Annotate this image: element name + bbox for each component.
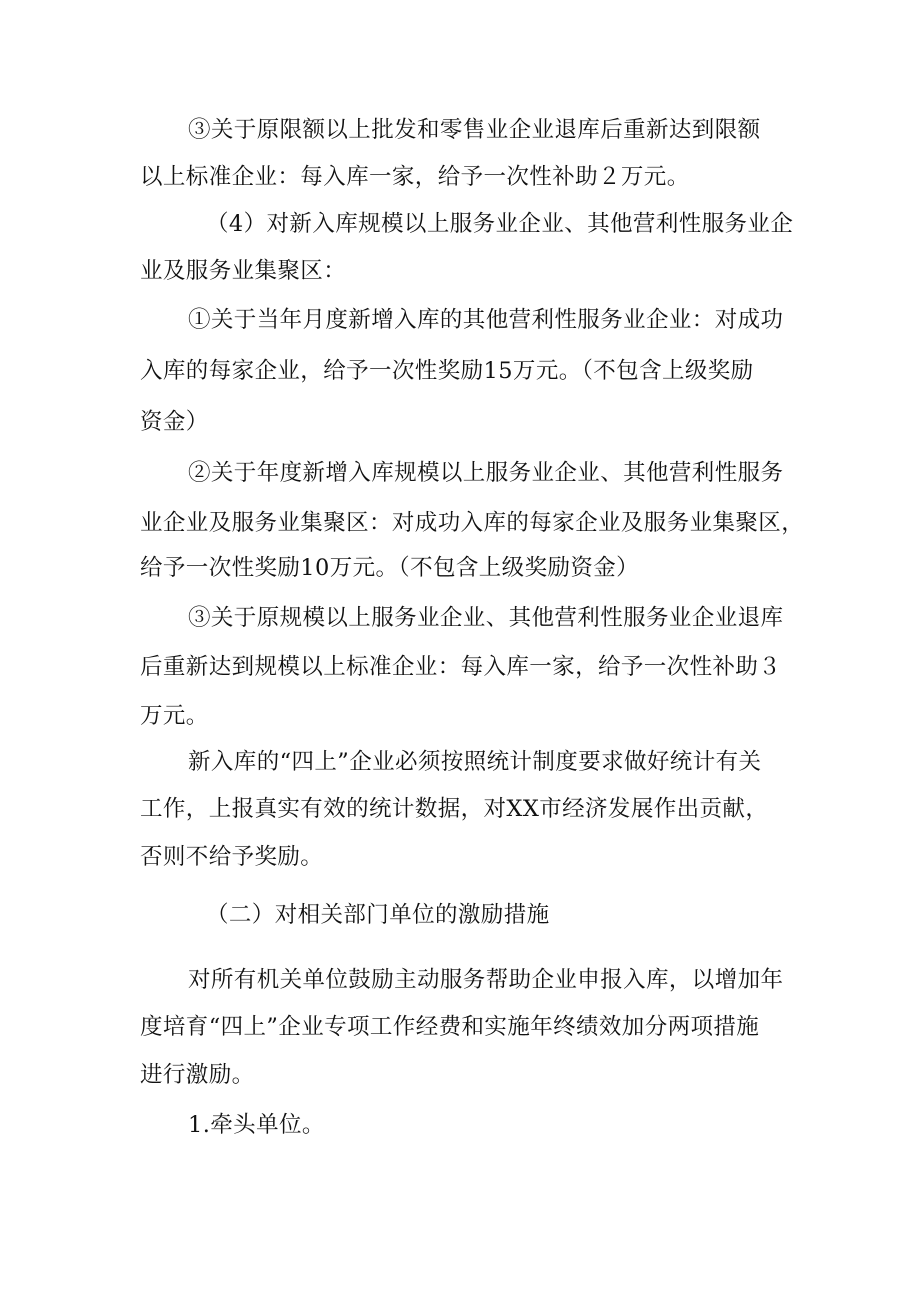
text-line: 否则不给予奖励。 [140, 844, 324, 870]
text-line: 业企业及服务业集聚区：对成功入库的每家企业及服务业集聚区， [140, 510, 805, 536]
text-line: 给予一次性奖励10万元。（不包含上级奖励资金） [140, 555, 640, 581]
text-line: 后重新达到规模以上标准企业：每入库一家，给予一次性补助３ [140, 654, 782, 680]
text-line: 入库的每家企业，给予一次性奖励15万元。（不包含上级奖励 [140, 358, 754, 384]
text-line: 业及服务业集聚区： [140, 258, 347, 284]
text-line: （4）对新入库规模以上服务业企业、其他营利性服务业企 [206, 211, 794, 237]
text-line: 万元。 [140, 703, 209, 729]
section-heading: （二）对相关部门单位的激励措施 [206, 902, 550, 928]
text-line: 对所有机关单位鼓励主动服务帮助企业申报入库，以增加年 [188, 967, 784, 993]
text-line: 进行激励。 [140, 1062, 255, 1088]
text-line: 度培育“四上”企业专项工作经费和实施年终绩效加分两项措施 [140, 1014, 760, 1040]
text-line: 新入库的“四上”企业必须按照统计制度要求做好统计有关 [188, 749, 762, 775]
text-line: 资金） [140, 409, 209, 435]
text-line: ③关于原限额以上批发和零售业企业退库后重新达到限额 [188, 117, 761, 143]
text-line: 以上标准企业：每入库一家，给予一次性补助２万元。 [140, 164, 690, 190]
text-line: ③关于原规模以上服务业企业、其他营利性服务业企业退库 [188, 605, 784, 631]
text-line: ①关于当年月度新增入库的其他营利性服务业企业：对成功 [188, 307, 784, 333]
text-line: ②关于年度新增入库规模以上服务业企业、其他营利性服务 [188, 460, 784, 486]
text-line: 工作，上报真实有效的统计数据，对XX市经济发展作出贡献， [140, 796, 769, 822]
text-line: 1.牵头单位。 [188, 1112, 325, 1138]
